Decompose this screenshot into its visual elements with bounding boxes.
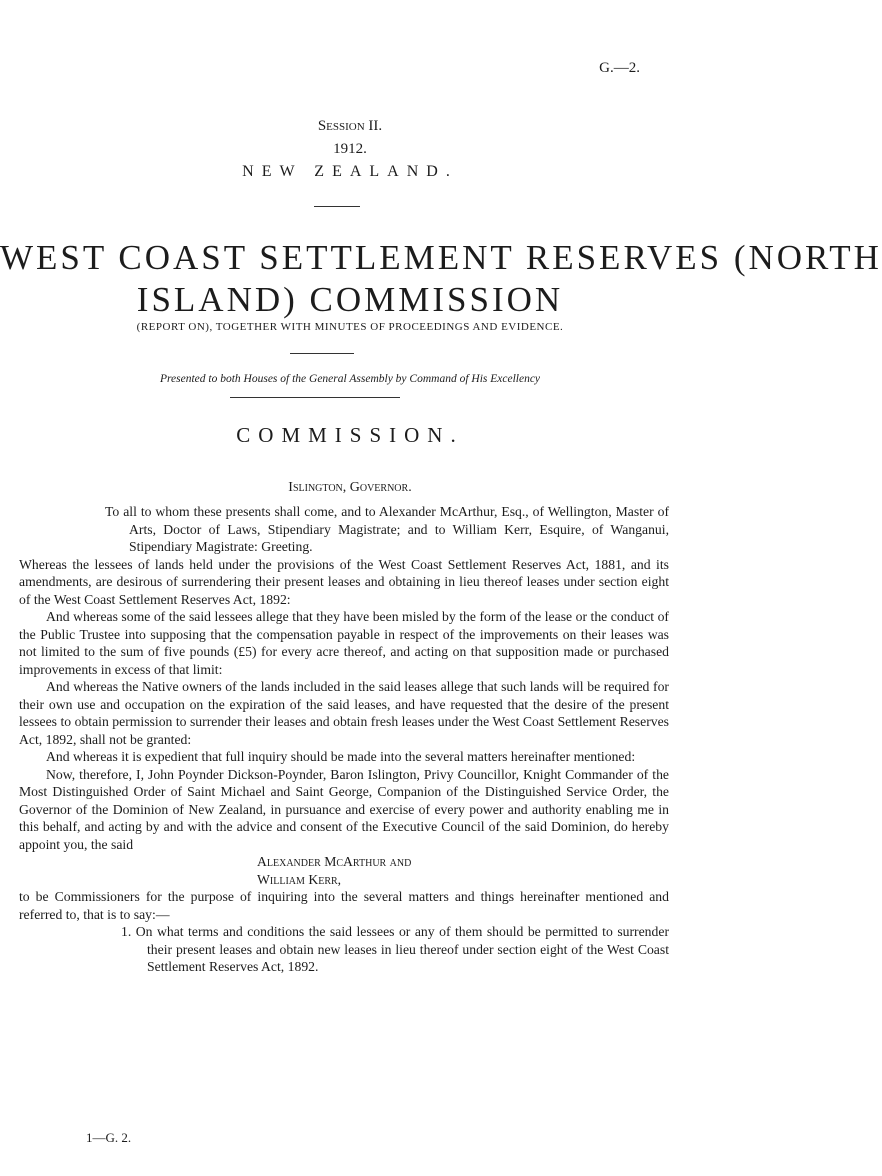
commission-body [19, 503, 669, 976]
whereas-paragraph-1: Whereas the lessees of lands held under the provisions of the West Coast Settlement Reserves Act, 1881, and its amendments, are desirous of surrendering their present leases and obtaining in lieu thereof leases under section eight of the West Coast Settlement Reserves Act, 1892: [19, 556, 669, 607]
session-label: Session II. [317, 118, 383, 134]
addressee-paragraph: To all to whom these presents shall come, and to Alexander McArthur, Esq., of Wellington, Master of Arts, Doctor of Laws, Stipendiary Magistrate; and to William Kerr, Esquire, of Wanganui, Stipendiary Magistrate: Greeting. [105, 504, 669, 554]
document-subtitle: (REPORT ON), TOGETHER WITH MINUTES OF PROCEEDINGS AND EVIDENCE. [136, 321, 564, 333]
presented-note: Presented to both Houses of the General Assembly by Command of His Excellency [159, 373, 541, 385]
whereas-paragraph-4: And whereas it is expedient that full inquiry should be made into the several matters hereinafter mentioned: [46, 749, 636, 764]
list-item: 1. On what terms and conditions the said lessees or any of them should be permitted to surrender their present leases and obtain new leases in lieu thereof under section eight of the West Coast Settlement Reserves Act, 1892. [121, 924, 669, 974]
purpose-paragraph: to be Commissioners for the purpose of inquiring into the several matters and things hereinafter mentioned and referred to, that is to say:— [19, 889, 669, 922]
page-signature: 1—G. 2. [86, 1130, 132, 1145]
divider [314, 206, 360, 207]
governor-signature: Islington, Governor. [288, 480, 412, 495]
whereas-paragraph-3: And whereas the Native owners of the lands included in the said leases allege that such lands will be required for their own use and occupation on the expiration of the said leases, and have requested that the desire of the present lessees to obtain permission to surrender their leases and obtain fresh leases under the West Coast Settlement Reserves Act, 1892, shall not be granted: [19, 679, 669, 747]
year-label: 1912. [333, 141, 367, 157]
commissioner-name-1: Alexander McArthur and [257, 854, 412, 869]
divider [230, 397, 400, 398]
whereas-paragraph-2: And whereas some of the said lessees allege that they have been misled by the form of the lease or the conduct of the Public Trustee into supposing that the compensation payable in respect of the improvements on their leases was not limited to the sum of five pounds (£5) for every acre thereof, and acting on that supposition made or purchased improvements in excess of that limit: [19, 609, 669, 677]
commissioner-name-2: William Kerr, [257, 871, 342, 887]
appointment-paragraph: Now, therefore, I, John Poynder Dickson-Poynder, Baron Islington, Privy Councillor, Knight Commander of the Most Distinguished Order of Saint Michael and Saint George, Companion of the Distinguished Service Order, the Governor of the Dominion of New Zealand, in pursuance and exercise of every power and authority enabling me in this behalf, and acting by and with the advice and consent of the Executive Council of the said Dominion, do hereby appoint you, the said [19, 766, 669, 852]
divider [290, 353, 354, 354]
document-title-line-1: WEST COAST SETTLEMENT RESERVES (NORTH [0, 238, 882, 277]
page-reference: G.—2. [599, 60, 640, 76]
country-label: NEW ZEALAND. [242, 163, 458, 180]
section-heading: COMMISSION. [236, 423, 464, 447]
document-title-line-2: ISLAND) COMMISSION [136, 280, 564, 319]
